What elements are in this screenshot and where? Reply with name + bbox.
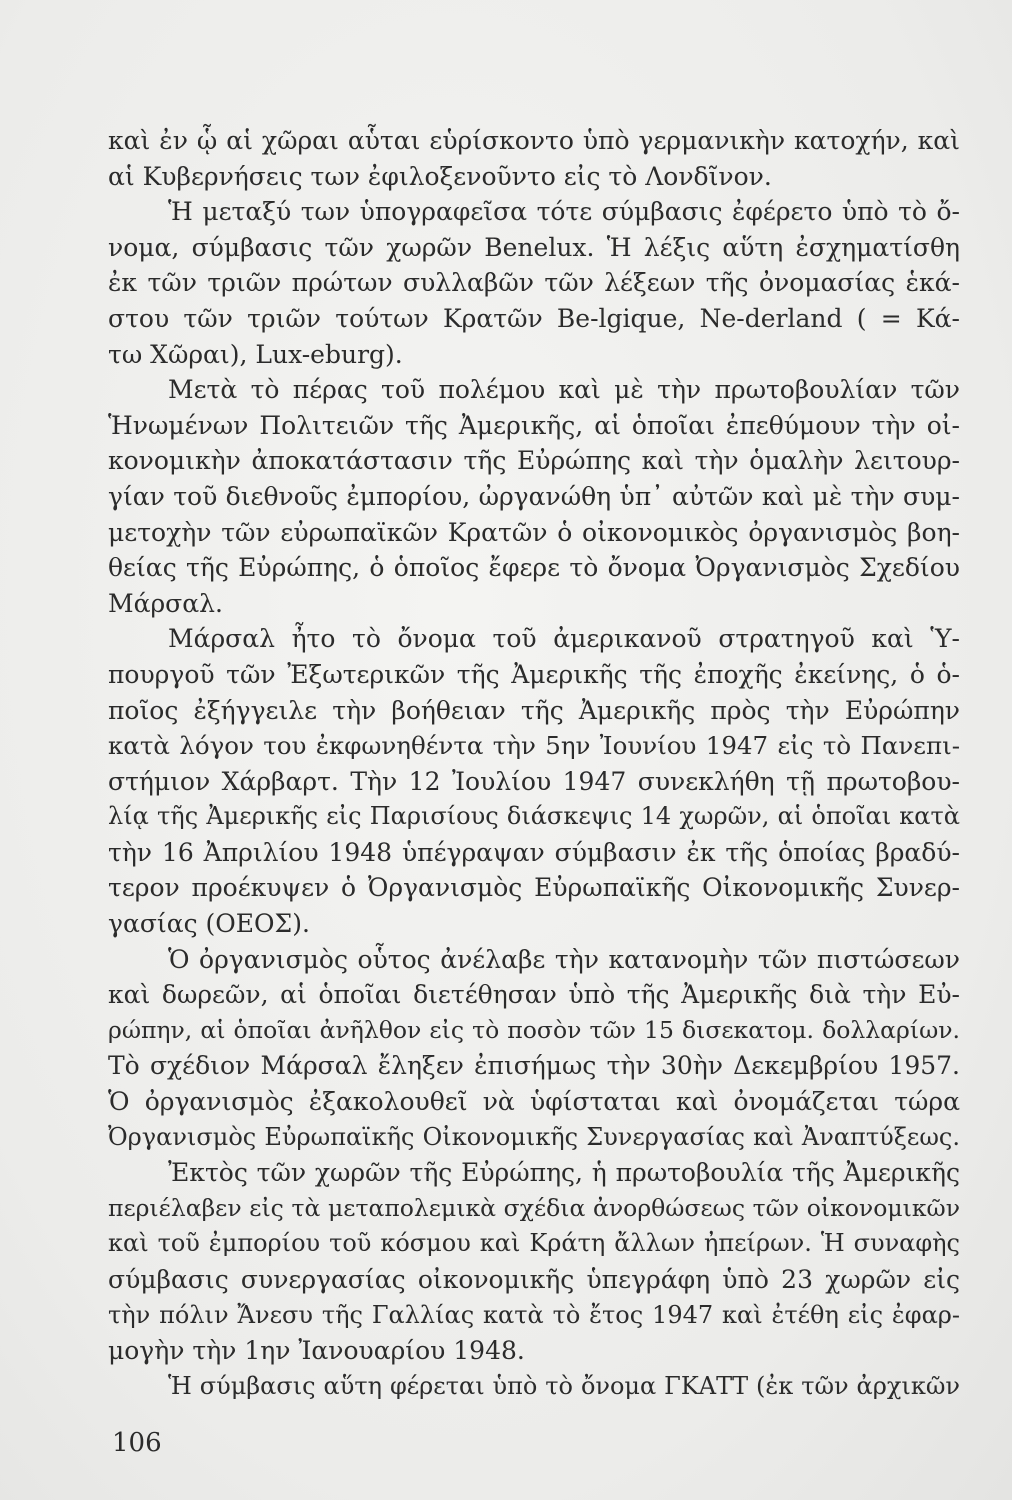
text-line: στου τῶν τριῶν τούτων Κρατῶν Be-lgique, Ne-derland ( = Κά- xyxy=(108,303,960,333)
text-line: σύμβασις συνεργασίας οἰκονομικῆς ὑπεγράφη ὑπὸ 23 χωρῶν εἰς xyxy=(108,1265,960,1294)
text-line: μογὴν τὴν 1ην Ἰανουαρίου 1948. xyxy=(108,1336,525,1366)
text-line: Μάρσαλ ἦτο τὸ ὄνομα τοῦ ἀμερικανοῦ στρατηγοῦ καὶ Ὑ- xyxy=(168,624,960,654)
text-line: Ὀργανισμὸς Εὐρωπαϊκῆς Οἰκονομικῆς Συνεργασίας καὶ Ἀναπτύξεως. xyxy=(108,1122,960,1151)
text-line: τὴν 16 Ἀπριλίου 1948 ὑπέγραψαν σύμβασιν ἐκ τῆς ὁποίας βραδύ- xyxy=(108,837,960,867)
text-line: πουργοῦ τῶν Ἐξωτερικῶν τῆς Ἀμερικῆς τῆς ἐποχῆς ἐκείνης, ὁ ὁ- xyxy=(108,659,960,689)
text-line: τω Χῶραι), Lux-eburg). xyxy=(108,339,403,369)
text-line: ἐκ τῶν τριῶν πρώτων συλλαβῶν τῶν λέξεων τῆς ὀνομασίας ἑκά- xyxy=(108,268,960,298)
text-line: γασίας (ΟΕΟΣ). xyxy=(108,909,310,939)
text-line: θείας τῆς Εὐρώπης, ὁ ὁποῖος ἔφερε τὸ ὄνομα Ὀργανισμὸς Σχεδίου xyxy=(108,553,960,583)
text-line: Ἐκτὸς τῶν χωρῶν τῆς Εὐρώπης, ἡ πρωτοβουλία τῆς Ἀμερικῆς xyxy=(168,1158,960,1188)
body-text xyxy=(108,123,960,1404)
text-line: Τὸ σχέδιον Μάρσαλ ἔληξεν ἐπισήμως τὴν 30ὴν Δεκεμβρίου 1957. xyxy=(108,1051,960,1081)
text-line: Ἡ σύμβασις αὕτη φέρεται ὑπὸ τὸ ὄνομα ΓΚΑΤΤ (ἐκ τῶν ἀρχικῶν xyxy=(168,1371,960,1400)
text-line: γίαν τοῦ διεθνοῦς ἐμπορίου, ὠργανώθη ὑπ᾽ αὐτῶν καὶ μὲ τὴν συμ- xyxy=(108,481,960,511)
text-line: Ἡ μεταξύ των ὑπογραφεῖσα τότε σύμβασις ἐφέρετο ὑπὸ τὸ ὄ- xyxy=(168,197,960,227)
text-line: περιέλαβεν εἰς τὰ μεταπολεμικὰ σχέδια ἀνορθώσεως τῶν οἰκονομικῶν xyxy=(108,1193,960,1222)
text-line: ποῖος ἐξήγγειλε τὴν βοήθειαν τῆς Ἀμερικῆς πρὸς τὴν Εὐρώπην xyxy=(108,695,960,725)
text-line: λίᾳ τῆς Ἀμερικῆς εἰς Παρισίους διάσκεψις 14 χωρῶν, αἱ ὁποῖαι κατὰ xyxy=(108,802,960,831)
text-line: Ἡνωμένων Πολιτειῶν τῆς Ἀμερικῆς, αἱ ὁποῖαι ἐπεθύμουν τὴν οἰ- xyxy=(108,410,960,440)
text-line: στήμιον Χάρβαρτ. Τὴν 12 Ἰουλίου 1947 συνεκλήθη τῇ πρωτοβου- xyxy=(108,766,960,796)
text-line: αἱ Κυβερνήσεις των ἐφιλοξενοῦντο εἰς τὸ Λονδῖνον. xyxy=(108,161,772,191)
text-line: νομα, σύμβασις τῶν χωρῶν Benelux. Ἡ λέξις αὕτη ἐσχηματίσθη xyxy=(108,232,960,262)
text-line: κατὰ λόγον του ἐκφωνηθέντα τὴν 5ην Ἰουνίου 1947 εἰς τὸ Πανεπι- xyxy=(108,731,960,761)
text-line: Μετὰ τὸ πέρας τοῦ πολέμου καὶ μὲ τὴν πρωτοβουλίαν τῶν xyxy=(168,375,960,405)
text-line: καὶ τοῦ ἐμπορίου τοῦ κόσμου καὶ Κράτη ἄλλων ἠπείρων. Ἡ συναφὴς xyxy=(108,1229,960,1258)
text-line: καὶ ἐν ᾧ αἱ χῶραι αὗται εὑρίσκοντο ὑπὸ γερμανικὴν κατοχήν, καὶ xyxy=(108,126,960,155)
text-line: μετοχὴν τῶν εὐρωπαϊκῶν Κρατῶν ὁ οἰκονομικὸς ὀργανισμὸς βοη- xyxy=(108,517,960,547)
page-number: 106 xyxy=(112,1428,162,1458)
text-line: Μάρσαλ. xyxy=(108,588,223,618)
text-line: τερον προέκυψεν ὁ Ὀργανισμὸς Εὐρωπαϊκῆς Οἰκονομικῆς Συνερ- xyxy=(108,873,960,903)
text-line: ρώπην, αἱ ὁποῖαι ἀνῆλθον εἰς τὸ ποσὸν τῶν 15 δισεκατομ. δολλαρίων. xyxy=(108,1015,960,1044)
text-line: τὴν πόλιν Ἄνεσυ τῆς Γαλλίας κατὰ τὸ ἔτος 1947 καὶ ἐτέθη εἰς ἐφαρ- xyxy=(108,1300,960,1329)
text-line: Ὁ ὀργανισμὸς ἐξακολουθεῖ νὰ ὑφίσταται καὶ ὀνομάζεται τώρα xyxy=(108,1087,960,1117)
text-line: καὶ δωρεῶν, αἱ ὁποῖαι διετέθησαν ὑπὸ τῆς Ἀμερικῆς διὰ τὴν Εὐ- xyxy=(108,980,960,1010)
text-line: Ὁ ὀργανισμὸς οὗτος ἀνέλαβε τὴν κατανομὴν τῶν πιστώσεων xyxy=(168,944,960,974)
text-line: κονομικὴν ἀποκατάστασιν τῆς Εὐρώπης καὶ τὴν ὁμαλὴν λειτουρ- xyxy=(108,446,960,476)
